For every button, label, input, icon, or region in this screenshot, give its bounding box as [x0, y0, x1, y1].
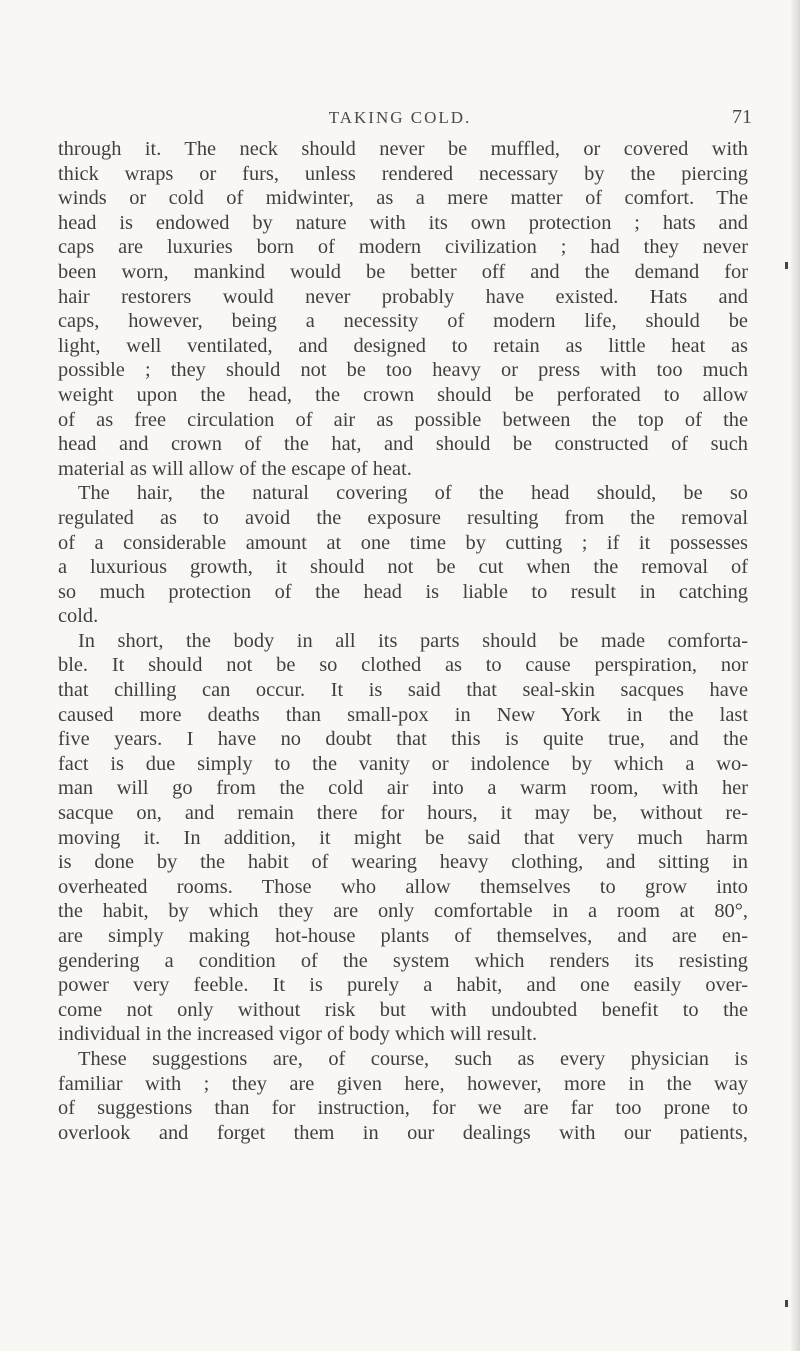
text-line: of a considerable amount at one time by cutting ; if it possesses: [58, 531, 748, 554]
text-line: head and crown of the hat, and should be constructed of such: [58, 433, 748, 456]
text-line: familiar with ; they are given here, however, more in the way: [58, 1072, 748, 1095]
text-line: caps, however, being a necessity of modern life, should be: [58, 310, 748, 333]
text-line: material as will allow of the escape of heat.: [58, 457, 412, 480]
text-line: fact is due simply to the vanity or indolence by which a wo-: [58, 752, 748, 775]
page-number: 71: [732, 106, 752, 128]
text-line: man will go from the cold air into a warm room, with her: [58, 777, 748, 800]
text-line: regulated as to avoid the exposure resulting from the removal: [58, 506, 748, 529]
text-line: overheated rooms. Those who allow themselves to grow into: [58, 875, 748, 898]
text-line: ble. It should not be so clothed as to cause perspiration, nor: [58, 654, 748, 677]
text-line: The hair, the natural covering of the head should, be so: [78, 482, 748, 505]
text-line: power very feeble. It is purely a habit, and one easily over-: [58, 974, 748, 997]
body-text: [58, 137, 748, 1145]
text-line: weight upon the head, the crown should be perforated to allow: [58, 383, 748, 406]
text-line: five years. I have no doubt that this is quite true, and the: [58, 728, 748, 751]
text-line: been worn, mankind would be better off and the demand for: [58, 260, 748, 283]
text-line: come not only without risk but with undoubted benefit to the: [58, 998, 748, 1021]
text-line: the habit, by which they are only comfortable in a room at 80°,: [58, 900, 748, 923]
text-line: hair restorers would never probably have existed. Hats and: [58, 285, 748, 308]
text-line: through it. The neck should never be muffled, or covered with: [58, 138, 748, 160]
text-line: head is endowed by nature with its own protection ; hats and: [58, 211, 748, 234]
text-line: gendering a condition of the system which renders its resisting: [58, 949, 748, 972]
text-line: of as free circulation of air as possible between the top of the: [58, 408, 748, 431]
text-line: thick wraps or furs, unless rendered necessary by the piercing: [58, 162, 748, 185]
text-line: In short, the body in all its parts should be made comforta-: [78, 629, 748, 652]
text-line: of suggestions than for instruction, for we are far too prone to: [58, 1097, 748, 1120]
text-line: These suggestions are, of course, such as every physician is: [78, 1047, 748, 1070]
text-line: caps are luxuries born of modern civilization ; had they never: [58, 236, 748, 259]
text-line: caused more deaths than small-pox in New York in the last: [58, 703, 748, 726]
text-line: overlook and forget them in our dealings with our patients,: [58, 1121, 748, 1144]
page-edge-mark: [785, 262, 788, 269]
running-head: [0, 108, 800, 134]
text-line: light, well ventilated, and designed to retain as little heat as: [58, 334, 748, 357]
running-title: TAKING COLD.: [328, 108, 472, 127]
text-line: are simply making hot-house plants of themselves, and are en-: [58, 925, 748, 947]
text-line: possible ; they should not be too heavy or press with too much: [58, 359, 748, 382]
text-line: individual in the increased vigor of body which will result.: [58, 1023, 538, 1046]
text-line: is done by the habit of wearing heavy clothing, and sitting in: [58, 851, 748, 874]
text-line: winds or cold of midwinter, as a mere matter of comfort. The: [58, 187, 748, 210]
text-line: a luxurious growth, it should not be cut when the removal of: [58, 556, 748, 579]
page-edge-mark: [785, 1300, 788, 1307]
text-line: that chilling can occur. It is said that seal-skin sacques have: [58, 679, 748, 702]
text-line: cold.: [58, 605, 99, 628]
text-line: so much protection of the head is liable to result in catching: [58, 580, 748, 603]
text-line: moving it. In addition, it might be said that very much harm: [58, 826, 748, 849]
text-line: sacque on, and remain there for hours, it may be, without re-: [58, 802, 748, 825]
page-edge-shadow: [791, 0, 800, 1351]
